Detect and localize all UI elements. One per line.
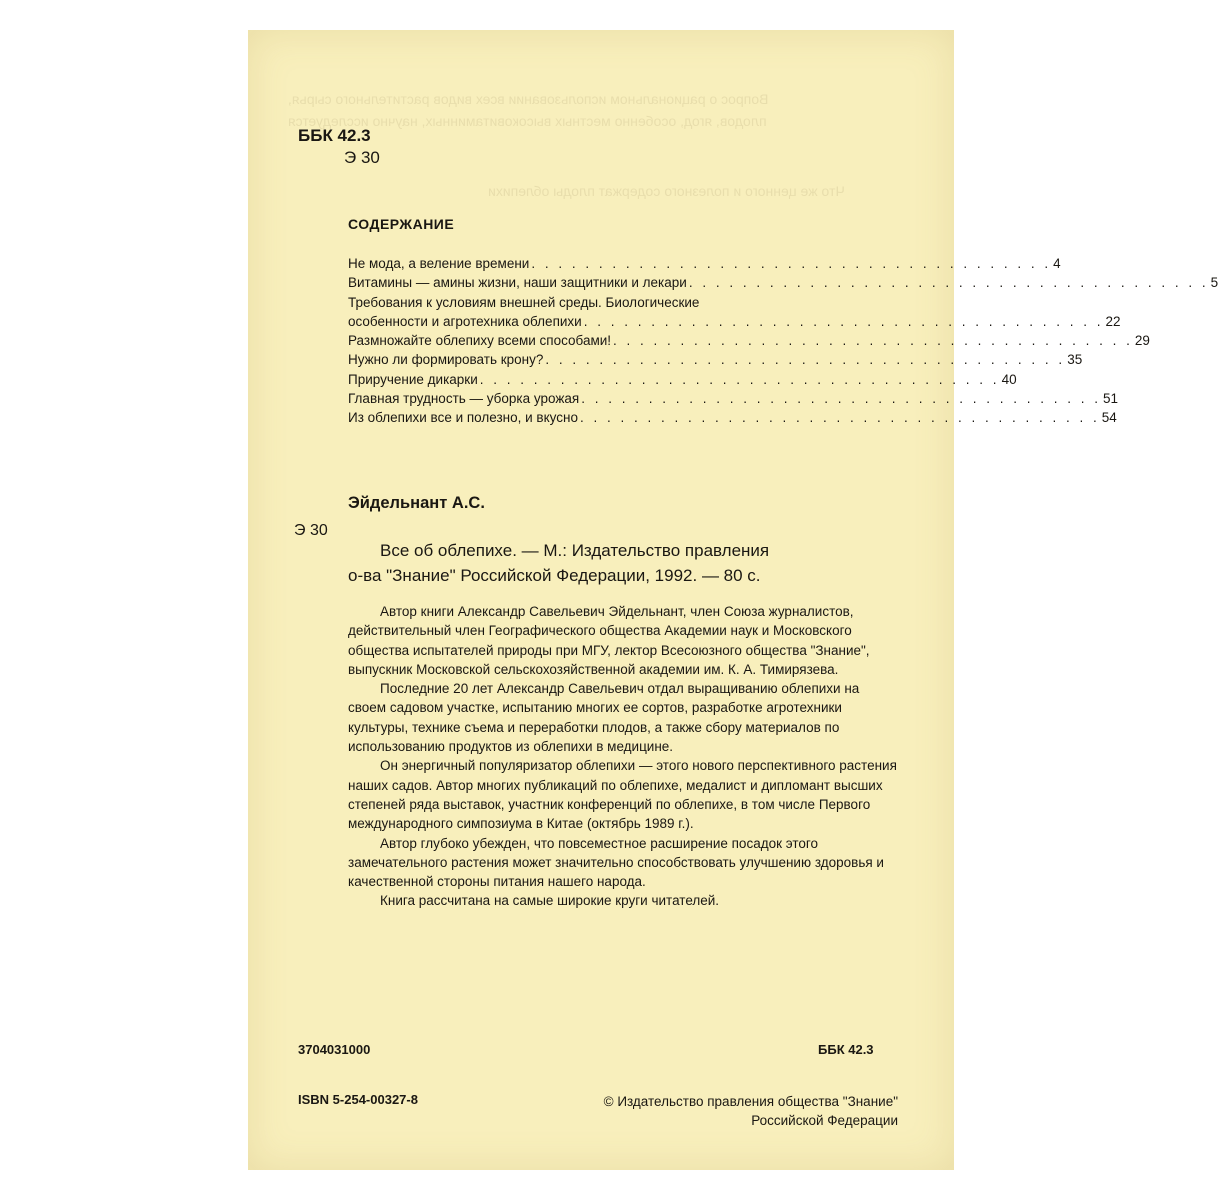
toc-leader-dots: . . . . . . . . . . . . . . . . . . . . . . . . . . . . . . . . . . . . . . . [581, 391, 1102, 407]
bleed-through-text: плодов, ягод, особенно местных высоковитаминных, научно исследуется [288, 113, 767, 129]
toc-title: СОДЕРЖАНИЕ [348, 216, 455, 232]
toc-item-page: 35 [1067, 352, 1083, 368]
toc-leader-dots: . . . . . . . . . . . . . . . . . . . . . . . . . . . . . . . . . . . . . . . [688, 275, 1209, 291]
toc-item-title: Требования к условиям внешней среды. Биологические [348, 294, 700, 310]
toc-item-page: 22 [1105, 313, 1121, 329]
bibliographic-record [348, 538, 901, 588]
toc-leader-dots: . . . . . . . . . . . . . . . . . . . . . . . . . . . . . . . . . . . . . . . [583, 313, 1104, 329]
toc-item-page: 4 [1053, 256, 1061, 271]
catalog-index: 3704031000 [298, 1042, 371, 1057]
toc-item [348, 389, 1119, 408]
toc-item [348, 254, 1061, 273]
toc-item-title: Из облепихи все и полезно, и вкусно [348, 410, 578, 426]
biblio-line: Все об облепихе. — М.: Издательство правления [380, 541, 770, 560]
toc-leader-dots: . . . . . . . . . . . . . . . . . . . . . . . . . . . . . . . . . . . . . . . [579, 410, 1100, 426]
bleed-through-text: Вопрос о рациональном использовании всех видов растительного сырья, [288, 91, 769, 107]
toc-item-page: 51 [1103, 391, 1119, 407]
toc-item-page: 5 [1210, 275, 1218, 291]
annotation-paragraph: Автор книги Александр Савельевич Эйдельнант, член Союза журналистов, действительный член Географического общества Академии наук и Московского общества испытателей природы при МГУ, лектор Всесоюзного общества "Знание", выпускник Московской сельскохозяйственной академии им. К. А. Тимирязева. [348, 604, 870, 677]
copyright [496, 1092, 898, 1130]
table-of-contents [348, 254, 1218, 428]
toc-leader-dots: . . . . . . . . . . . . . . . . . . . . . . . . . . . . . . . . . . . . . . . [479, 371, 1000, 387]
toc-item-title: Приручение дикарки [348, 371, 478, 387]
record-author-mark: Э 30 [294, 522, 328, 539]
isbn: ISBN 5-254-00327-8 [298, 1092, 418, 1107]
annotation-paragraph: Он энергичный популяризатор облепихи — этого нового перспективного растения наших садов. Автор многих публикаций по облепихе, медалист и дипломант высших степеней ряда выставок, участник конференций по облепихе, в том числе Первого международного симпозиума в Китае (октябрь 1989 г.). [348, 758, 897, 832]
toc-item-title: особенности и агротехника облепихи [348, 313, 582, 329]
toc-item-page: 29 [1134, 333, 1150, 349]
annotation-paragraph: Последние 20 лет Александр Савельевич отдал выращиванию облепихи на своем садовом участке, испытанию многих ее сортов, разработке агротехники культуры, технике съема и переработки плодов, а также сбору материалов по использованию продуктов из облепихи в медицине. [348, 681, 860, 755]
bbk-index: ББК 42.3 [298, 126, 371, 145]
toc-item [348, 331, 1150, 350]
toc-item [348, 312, 1121, 331]
copyright-line: © Издательство правления общества "Знание" [603, 1094, 898, 1109]
toc-item [348, 370, 1017, 389]
author-mark: Э 30 [344, 148, 380, 167]
toc-item-title: Не мода, а веление времени [348, 256, 530, 271]
toc-item [348, 293, 901, 312]
annotation-text [348, 602, 901, 911]
toc-item-title: Главная трудность — уборка урожая [348, 391, 580, 407]
toc-item [348, 273, 1218, 292]
toc-leader-dots: . . . . . . . . . . . . . . . . . . . . . . . . . . . . . . . . . . . . . . . [613, 333, 1133, 349]
author-name: Эйдельнант А.С. [348, 494, 485, 512]
toc-item [348, 350, 1083, 369]
toc-leader-dots: . . . . . . . . . . . . . . . . . . . . . . . . . . . . . . . . . . . . . . . [531, 256, 1052, 271]
bleed-through-text: Что же ценного и полезного содержат плоды облепихи [488, 183, 845, 199]
toc-item-page: 54 [1101, 410, 1117, 426]
toc-item-page: 40 [1001, 371, 1017, 387]
biblio-line: о-ва "Знание" Российской Федерации, 1992. — 80 с. [348, 566, 761, 585]
toc-item-title: Размножайте облепиху всеми способами! [348, 333, 612, 349]
toc-leader-dots: . . . . . . . . . . . . . . . . . . . . . . . . . . . . . . . . . . . . . . . [545, 352, 1066, 368]
footer-bbk: ББК 42.3 [818, 1042, 874, 1057]
toc-item [348, 408, 1117, 427]
book-page [248, 30, 1218, 1170]
annotation-paragraph: Книга рассчитана на самые широкие круги читателей. [380, 893, 720, 909]
toc-item-title: Витамины — амины жизни, наши защитники и лекари [348, 275, 687, 291]
annotation-paragraph: Автор глубоко убежден, что повсеместное расширение посадок этого замечательного растения может значительно способствовать улучшению здоровья и качественной стороны питания нашего народа. [348, 835, 884, 890]
copyright-line: Российской Федерации [751, 1113, 898, 1128]
toc-item-title: Нужно ли формировать крону? [348, 352, 544, 368]
